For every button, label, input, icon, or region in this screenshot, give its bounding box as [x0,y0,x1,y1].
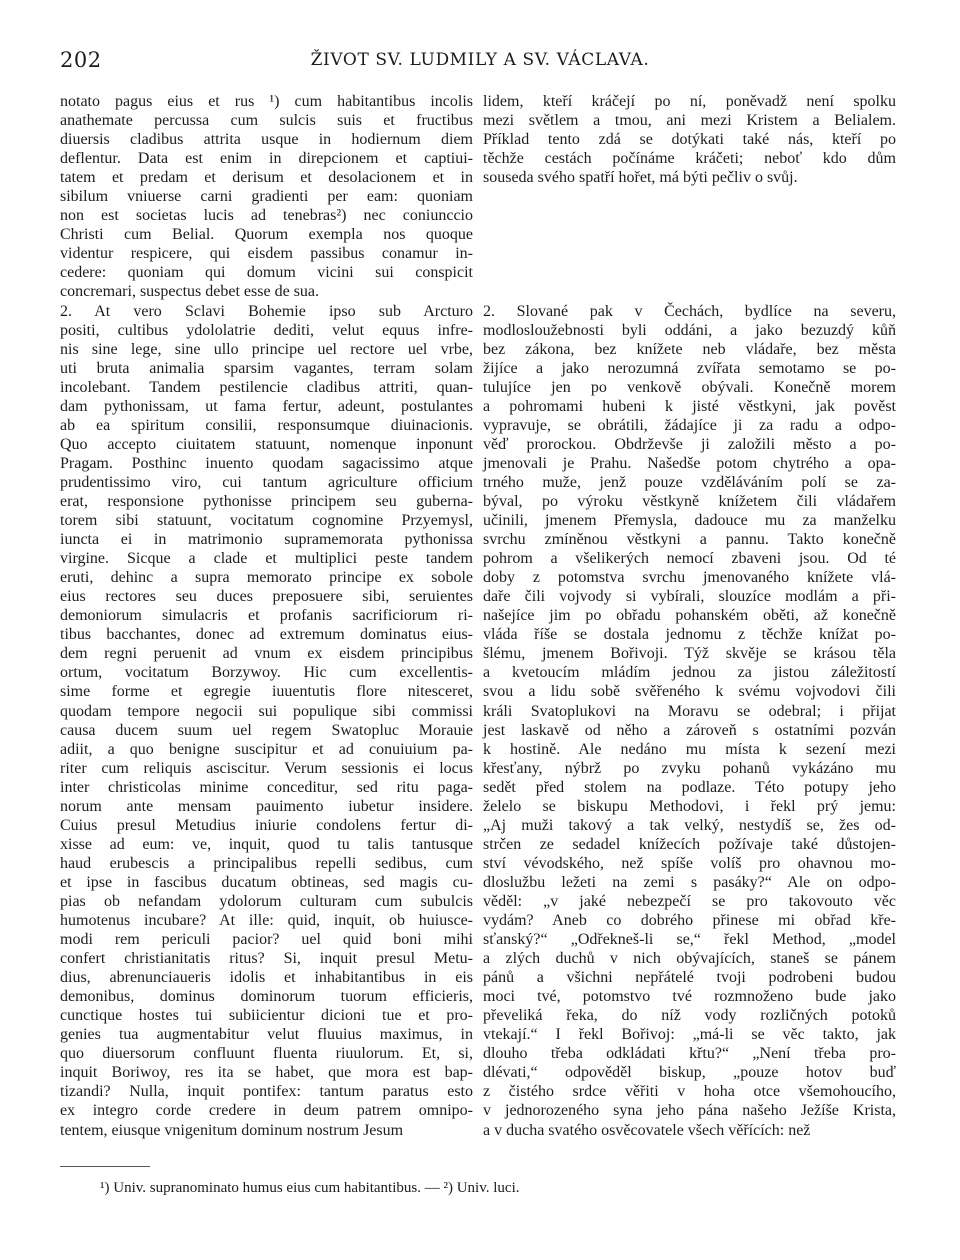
latin-text-column [60,92,473,1140]
text-line: dam pythonissam, ut fama fertur, adeunt, postulantes [60,397,473,415]
text-line: uti bruta animalia sparsim vagantes, terram solam [60,359,473,377]
text-line: riter cum reliquis asciscitur. Verum sessionis ei locus [60,759,473,777]
blank-line [483,187,896,206]
text-line: et ipse in fascibus ducatum obtineas, sed magis cu- [60,873,473,891]
text-line: erat, responsione pythonisse principem seu guberna- [60,492,473,510]
text-line: norum ante mensam pauimento iubetur insidere. [60,797,473,815]
text-line: ex integro corde credere in deum patrem omnipo- [60,1102,473,1120]
text-line: 2. Slované pak v Čechách, bydlíce na severu, [483,302,896,320]
text-line: quodam tempore negocii sui populique sibi commissi [60,702,473,720]
text-line: tibus bacchantes, donec ad extremum dominatus eius- [60,626,473,644]
text-line: anathemate percussa cum sulcis suis et fructibus [60,112,473,130]
text-line: Pragam. Posthinc inuento quodam sagacissimo atque [60,454,473,472]
text-line: inter christicolas minime conceditur, sed ritu paga- [60,778,473,796]
text-line: cedere: quoniam qui domum vicini sui conspicit [60,264,473,282]
text-line: převeliká řeka, do níž vody rozličných potoků [483,1007,896,1025]
text-line: haud erubescis a principalibus repelli sedibus, cum [60,854,473,872]
blank-line [483,282,896,301]
text-line: diuersis cladibus attrita usque in hodiernum diem [60,131,473,149]
text-line: dius, abrenunciaueris idolis et inhabitantibus in eis [60,969,473,987]
text-line: concremari, suspectus debet esse de sua. [60,283,320,301]
text-line: videntur respicere, qui eisdem passibus conamur in- [60,245,473,263]
text-line: želelo se biskupu Methodovi, i řekl prý jemu: [483,797,896,815]
text-line: xisse ad eum: ve, inquit, quod tu talis tantusque [60,835,473,853]
text-line: confert christianitatis ritus? Si, inquit presul Metu- [60,950,473,968]
text-line: eius rectores seu duces preposuere sibi, seruientes [60,588,473,606]
text-line: tentem, eiusque vnigenitum dominum nostrum Jesum [60,1121,404,1139]
text-line: pias ob nefandam ydolorum culturam cum subulcis [60,892,473,910]
text-line: Příklad tento zdá se dotýkati také nás, kteří po [483,131,896,149]
running-title: ŽIVOT SV. LUDMILY A SV. VÁCLAVA. [310,50,650,70]
czech-translation-column [483,92,896,1140]
text-line: vydám? Aneb co dobrého přinese mi obřad kře- [483,912,896,930]
text-line: k hostině. Ale nedáno mu místa k sezení mezi [483,740,896,758]
text-line: sťanský?“ „Odřekneš-li se,“ řekl Method, „model [483,931,896,949]
text-line: těchže cestách počínáme kráčeti; neboť kdo dům [483,150,896,168]
text-line: daře čili vojvody si vybírali, slouzíce modlám a při- [483,588,896,606]
footnote-divider [60,1166,150,1167]
blank-line [483,244,896,263]
text-line: tulujíce jen po venkově obývali. Konečně morem [483,378,896,396]
text-line: prudentissimo viro, cui tantum agriculture officium [60,473,473,491]
text-line: býval, po výroku věstkyně knížetem čili vládařem [483,492,896,510]
text-line: v jednorozeného syna jeho pána našeho Ježíše Krista, [483,1102,896,1120]
text-line: věď prorockou. Obdrževše ji založili město a po- [483,435,896,453]
text-line: a v ducha svatého osvěcovatele všech věřících: než [483,1121,811,1139]
text-line: trného muže, jenž pouze vzděláváním polí se za- [483,473,896,491]
text-line: a kvetoucím mládím jednou za jistou záležitostí [483,664,896,682]
text-line: mezi světlem a tmou, ani mezi Kristem a Belialem. [483,112,896,130]
text-line: dem regni peruenit ad vnum ex eisdem principibus [60,645,473,663]
text-line: causa ducem suum uel regem Swatopluc Morauie [60,721,473,739]
text-line: moci tvé, potomstvo tvé rozmnoženo bude jako [483,988,896,1006]
text-line: deflentur. Data est enim in direpcionem et captiui- [60,150,473,168]
text-line: svrchu zmíněnou věstkyni a pannu. Takto konečně [483,531,896,549]
text-line: svou a lidu sobě svěřeného k svému vojvodovi čili [483,683,896,701]
blank-line [483,206,896,225]
text-line: torem sibi statuunt, vocitatum cognomine Przyemysl, [60,512,473,530]
text-line: žijíce a jako nerozumná zvířata semotamo se po- [483,359,896,377]
blank-line [483,225,896,244]
text-line: genies tua augmentabitur velut fluuius maximus, in [60,1026,473,1044]
text-line: sibilum vniuerse carni gradienti per eam: quoniam [60,188,473,206]
text-line: dloslužbu ležeti na zemi s pasáky?“ Ale on odpo- [483,873,896,891]
text-line: králi Svatoplukovi na Moravu se odebral; i přijat [483,702,896,720]
text-line: jest laskavě od něho a zároveň s ostatními pozván [483,721,896,739]
text-line: jmenovali je Prahu. Našedše potom chytrého a opa- [483,454,896,472]
text-line: sedět před stolem na podlaze. Této potupy jeho [483,778,896,796]
text-line: Cuius presul Metudius iniurie condolens fertur di- [60,816,473,834]
text-line: křesťany, nýbrž po zvyku pohanů vykázáno mu [483,759,896,777]
text-line: quo diuersorum confluunt fluenta riuulorum. Et, si, [60,1045,473,1063]
text-line: a zlých duchů v nich obývajících, staneš se pánem [483,950,896,968]
text-line: našejíce jim po obřadu pohanském oběti, až konečně [483,607,896,625]
text-line: humotenus incubare? At ille: quid, inquit, ob huiusce- [60,912,473,930]
text-line: nis sine lege, sine ullo principe uel rectore uel vrbe, [60,340,473,358]
page-number: 202 [60,48,102,72]
text-line: ab ea spiritum consilii, responsumque diuinacionis. [60,416,473,434]
text-line: lidem, kteří kráčejí po ní, poněvadž není spolku [483,93,896,110]
text-line: incolebant. Tandem pestilencie cladibus attriti, quan- [60,378,473,396]
text-line: strčen ze sedadel knížecích požívaje také důstojen- [483,835,896,853]
text-line: doby z potomstva svrchu jmenovaného knížete vlá- [483,569,896,587]
text-line: Quo accepto ciuitatem statuunt, nomenque inponunt [60,435,473,453]
text-line: tatem et predam et derisum et desolacionem et in [60,169,473,187]
text-line: demoniorum simulacris et profanis sacrificiorum ri- [60,607,473,625]
text-line: modlosloužebnosti byli oddáni, a jako bezuzdý kůň [483,321,896,339]
text-line: z čistého srdce věřiti v hoha otce všemohoucího, [483,1083,896,1101]
text-line: a pohromami hubeni k jisté věstkyni, jak pověst [483,397,896,415]
text-line: notato pagus eius et rus ¹) cum habitantibus incolis [60,93,473,110]
blank-line [483,263,896,282]
text-line: šlému, jmenem Bořivoji. Týž skvěje se krásou těla [483,645,896,663]
text-line: adiit, a quo benigne suscipitur et ad conuiuium pa- [60,740,473,758]
text-line: pánů a všichni nepřátelé tvoji podrobeni budou [483,969,896,987]
text-line: dlévati,“ odpověděl biskup, „pouze hotov buď [483,1064,896,1082]
text-line: tizandi? Nulla, inquit pontifex: tantum paratus esto [60,1083,473,1101]
text-line: vtekají.“ I řekl Bořivoj: „má-li se věc takto, jak [483,1026,896,1044]
text-line: pohrom a všelikerých nemocí zbaveni jsou. Od té [483,550,896,568]
text-line: věděl: „v jaké nebezpečí se pro takovouto věc [483,892,896,910]
text-line: vláda říše se dostala jednomu z těchže knížat po- [483,626,896,644]
text-line: cunctique hostes tui subiicientur dicioni tue et pro- [60,1007,473,1025]
text-line: souseda svého spatří hořet, má býti pečliv o svůj. [483,169,798,187]
text-line: ství vévodského, než spíše volíš pro ohavnou mo- [483,854,896,872]
text-line: bez zákona, bez knížete neb vládaře, bez města [483,340,896,358]
text-line: positi, cultibus ydololatrie dediti, velut equus infre- [60,321,473,339]
text-line: „Aj muži takový a tak velký, nestydíš se, žes od- [483,816,896,834]
text-line: sime forme et egregie iuuentutis flore nitesceret, [60,683,473,701]
text-line: učinili, jmenem Přemysla, dadouce mu za manželku [483,512,896,530]
text-line: inquit Boriwoy, res ita se habet, que mora est bap- [60,1064,473,1082]
text-line: non est societas lucis ad tenebras²) nec coniunccio [60,207,473,225]
text-line: eruti, dehinc a supra memorato principe ex sobole [60,569,473,587]
text-line: ortum, vocitatum Borzywoy. Hic cum excellentis- [60,664,473,682]
text-line: demonibus, dominus dominorum tuorum efficieris, [60,988,473,1006]
text-line: 2. At vero Sclavi Bohemie ipso sub Arcturo [60,302,473,320]
text-line: iuncta ei in matrimonio supramemorata pythonissa [60,531,473,549]
text-line: Christi cum Belial. Quorum exempla nos quoque [60,226,473,244]
footnote: ¹) Univ. supranominato humus eius cum habitantibus. — ²) Univ. luci. [100,1180,520,1196]
text-line: vypravuje, se obrátili, žádajíce ji za radu a odpo- [483,416,896,434]
text-line: dlouho třeba odkládati křtu?“ „Není třeba pro- [483,1045,896,1063]
text-line: virgine. Sicque a clade et multiplici peste tandem [60,550,473,568]
page-header [60,48,900,76]
text-line: modi rem periculi pacior? uel quid boni mihi [60,931,473,949]
